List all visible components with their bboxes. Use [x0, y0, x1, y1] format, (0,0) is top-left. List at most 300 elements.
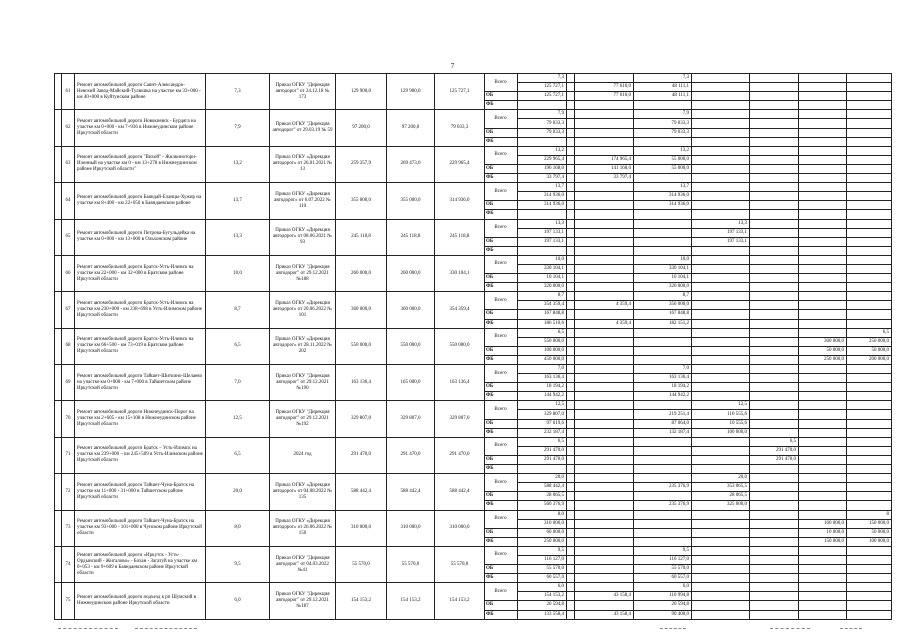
- value-cell: 79 033,3: [634, 119, 692, 128]
- value-cell: [799, 374, 847, 383]
- value-cell: [847, 319, 892, 328]
- value-cell: [750, 292, 799, 301]
- value-cell: [847, 219, 892, 228]
- row-number: 71: [62, 437, 75, 473]
- value-cell: [799, 292, 847, 301]
- value-cell: [847, 201, 892, 210]
- value-cell: [692, 583, 750, 592]
- value-cell: [634, 474, 692, 483]
- value-cell: 8,7: [634, 292, 692, 301]
- value-cell: [575, 210, 634, 219]
- value-cell: [567, 310, 575, 319]
- length-km: 6,0: [206, 583, 270, 619]
- remaining-cost: 310 000,0: [435, 510, 485, 546]
- value-cell: [847, 255, 892, 264]
- row-number: 69: [62, 365, 75, 401]
- value-cell: 33 797,4: [575, 174, 634, 183]
- value-cell: [799, 301, 847, 310]
- value-cell: [692, 164, 750, 173]
- approval-document: Приказ ОГКУ "Дирекция автодорог" от 29.12.2021 №188: [270, 255, 336, 291]
- value-cell: [847, 128, 892, 137]
- value-cell: 13,2: [634, 146, 692, 155]
- value-cell: [575, 146, 634, 155]
- value-cell: [750, 328, 799, 337]
- value-cell: [567, 355, 575, 364]
- table-row: [55, 255, 905, 264]
- value-cell: 79 033,3: [518, 119, 567, 128]
- value-cell: [518, 210, 567, 219]
- value-cell: [799, 219, 847, 228]
- value-cell: [750, 510, 799, 519]
- value-cell: 154 153,2: [518, 592, 567, 601]
- table-row: [55, 474, 905, 483]
- value-cell: [750, 383, 799, 392]
- value-cell: [692, 465, 750, 474]
- object-name: Ремонт автомобильной дороги Петрова-Бугульдейка на участке км 0+000 - км 13+000 в Ольхонском районе: [75, 219, 206, 255]
- value-cell: [567, 101, 575, 110]
- value-cell: [567, 446, 575, 455]
- value-cell: 50 000,0: [847, 346, 892, 355]
- label-fb: ФБ: [485, 501, 518, 510]
- value-cell: [575, 137, 634, 146]
- value-cell: [847, 446, 892, 455]
- value-cell: [575, 192, 634, 201]
- value-cell: [692, 546, 750, 555]
- value-cell: [799, 465, 847, 474]
- value-cell: 4 359,4: [575, 301, 634, 310]
- object-name: Ремонт автомобильной дороги подъезд к рп Шумский в Нижнеудинском районе Иркутской области: [75, 583, 206, 619]
- object-name: Ремонт автомобильной дороги Братск-Усть-Илимск на участке км 230+000 - км 238+698 в Усть-Илимском районе Иркутской области: [75, 292, 206, 328]
- value-cell: [750, 128, 799, 137]
- value-cell: [847, 410, 892, 419]
- value-cell: [799, 474, 847, 483]
- value-cell: [634, 492, 692, 501]
- remaining-cost: 354 359,4: [435, 292, 485, 328]
- value-cell: 125 727,1: [518, 92, 567, 101]
- value-cell: [750, 392, 799, 401]
- value-cell: [575, 110, 634, 119]
- value-cell: [750, 583, 799, 592]
- value-cell: [799, 555, 847, 564]
- value-cell: [567, 319, 575, 328]
- value-cell: 6,0: [518, 583, 567, 592]
- value-cell: [847, 264, 892, 273]
- value-cell: 150 000,0: [847, 519, 892, 528]
- object-name: Ремонт автомобильной дороги "Вихой" - Жилкинотори-Иленный на участке км 0 - км 13+278 в Нижнеудинском районе Иркутской области": [75, 146, 206, 182]
- value-cell: [567, 601, 575, 610]
- value-cell: 116 127,0: [518, 555, 567, 564]
- value-cell: [847, 437, 892, 446]
- value-cell: [750, 192, 799, 201]
- value-cell: [575, 101, 634, 110]
- value-cell: [750, 119, 799, 128]
- value-cell: [692, 119, 750, 128]
- value-cell: [847, 401, 892, 410]
- label-total: Всего: [485, 437, 518, 455]
- value-cell: 4 359,4: [575, 319, 634, 328]
- value-cell: [847, 374, 892, 383]
- value-cell: [575, 201, 634, 210]
- value-cell: [567, 237, 575, 246]
- table-row: [55, 183, 905, 192]
- value-cell: 314 936,0: [634, 201, 692, 210]
- value-cell: [847, 174, 892, 183]
- value-cell: [692, 355, 750, 364]
- approval-document: Приказ ОГКУ «Дирекция автодорог» от 20.06.2022 № 101: [270, 292, 336, 328]
- value-cell: [567, 337, 575, 346]
- length-km: 10,0: [206, 255, 270, 291]
- spacer-cell: [55, 292, 62, 328]
- spacer-cell: [55, 437, 62, 473]
- value-cell: [750, 419, 799, 428]
- value-cell: [847, 465, 892, 474]
- value-cell: [575, 446, 634, 455]
- label-fb: ФБ: [485, 101, 518, 110]
- estimate-cost: 588 442,4: [336, 474, 387, 510]
- value-cell: 186 510,6: [518, 319, 567, 328]
- label-total: Всего: [485, 255, 518, 273]
- value-cell: [847, 555, 892, 564]
- length-km: 13,2: [206, 146, 270, 182]
- value-cell: 320 000,0: [634, 283, 692, 292]
- label-ob: ОБ: [485, 92, 518, 101]
- value-cell: [575, 310, 634, 319]
- value-cell: 310 000,0: [518, 519, 567, 528]
- value-cell: [750, 474, 799, 483]
- estimate-cost: 291 470,0: [336, 437, 387, 473]
- estimate-cost: 55 570,0: [336, 546, 387, 582]
- label-total: Всего: [485, 474, 518, 492]
- value-cell: [575, 246, 634, 255]
- table-row: [55, 510, 905, 519]
- value-cell: [567, 283, 575, 292]
- value-cell: [567, 155, 575, 164]
- label-fb: ФБ: [485, 319, 518, 328]
- value-cell: [847, 237, 892, 246]
- table-row: [55, 146, 905, 155]
- value-cell: [750, 237, 799, 246]
- value-cell: 250 000,0: [799, 355, 847, 364]
- value-cell: [799, 283, 847, 292]
- label-total: Всего: [485, 510, 518, 528]
- value-cell: 10,0: [634, 255, 692, 264]
- value-cell: [567, 110, 575, 119]
- value-cell: [567, 292, 575, 301]
- value-cell: 43 158,4: [575, 592, 634, 601]
- value-cell: [567, 401, 575, 410]
- value-cell: [575, 128, 634, 137]
- spacer-cell: [55, 146, 62, 182]
- value-cell: [750, 565, 799, 574]
- value-cell: [692, 510, 750, 519]
- value-cell: [799, 492, 847, 501]
- value-cell: [692, 310, 750, 319]
- value-cell: [750, 365, 799, 374]
- approval-document: Приказ ОГКУ "Дирекция автодорог" от 29.12.2021 №187: [270, 583, 336, 619]
- value-cell: 10 555,6: [692, 419, 750, 428]
- value-cell: [567, 174, 575, 183]
- approval-document: Приказ ОГКУ «Дирекция автодорог» от 26.06.2022 № 150: [270, 510, 336, 546]
- value-cell: [692, 610, 750, 619]
- value-cell: [750, 592, 799, 601]
- estimate-cost: 154 153,2: [336, 583, 387, 619]
- value-cell: [847, 592, 892, 601]
- limit-cost: 588 442,4: [387, 474, 435, 510]
- value-cell: [575, 555, 634, 564]
- label-total: Всего: [485, 546, 518, 564]
- spacer-cell: [55, 583, 62, 619]
- spacer-cell: [55, 328, 62, 364]
- estimate-cost: 310 000,0: [336, 510, 387, 546]
- value-cell: [750, 528, 799, 537]
- value-cell: [567, 419, 575, 428]
- length-km: 6,5: [206, 437, 270, 473]
- value-cell: 13,2: [518, 146, 567, 155]
- value-cell: [575, 583, 634, 592]
- value-cell: [634, 137, 692, 146]
- value-cell: [847, 92, 892, 101]
- value-cell: [634, 455, 692, 464]
- value-cell: [634, 528, 692, 537]
- label-ob: ОБ: [485, 274, 518, 283]
- length-km: 7,0: [206, 365, 270, 401]
- value-cell: 7,3: [634, 74, 692, 83]
- limit-cost: 260 000,0: [387, 255, 435, 291]
- spacer-cell: [55, 255, 62, 291]
- value-cell: [575, 401, 634, 410]
- length-km: 13,3: [206, 219, 270, 255]
- value-cell: 150 000,0: [799, 537, 847, 546]
- table-row: [55, 365, 905, 374]
- value-cell: [692, 174, 750, 183]
- value-cell: 10 104,1: [518, 274, 567, 283]
- length-km: 6,5: [206, 328, 270, 364]
- value-cell: [575, 519, 634, 528]
- value-cell: [799, 110, 847, 119]
- value-cell: [799, 610, 847, 619]
- value-cell: [567, 83, 575, 92]
- spacer-cell: [55, 110, 62, 146]
- spacer-cell: [55, 546, 62, 582]
- value-cell: [847, 183, 892, 192]
- value-cell: 197 133,1: [518, 228, 567, 237]
- value-cell: 33 797,4: [518, 174, 567, 183]
- value-cell: [575, 255, 634, 264]
- approval-document: Приказ ОГКУ «Дирекция автодорог» от 08.06.2021 № 93: [270, 219, 336, 255]
- remaining-cost: 229 965,4: [435, 146, 485, 182]
- value-cell: [799, 419, 847, 428]
- value-cell: [567, 246, 575, 255]
- dashed-mark: [58, 628, 118, 629]
- value-cell: [692, 110, 750, 119]
- value-cell: [692, 346, 750, 355]
- value-cell: [575, 510, 634, 519]
- value-cell: [692, 319, 750, 328]
- value-cell: [799, 383, 847, 392]
- value-cell: [575, 465, 634, 474]
- value-cell: [575, 546, 634, 555]
- value-cell: [575, 410, 634, 419]
- value-cell: [575, 292, 634, 301]
- label-total: Всего: [485, 365, 518, 383]
- value-cell: 28 065,5: [692, 492, 750, 501]
- row-number: 66: [62, 255, 75, 291]
- object-name: Ремонт автомобильной дороги Братск-Усть-Илимск на участке км 66+500 - км 73+019 в Братском районе Иркутской области: [75, 328, 206, 364]
- value-cell: 219 251,4: [634, 410, 692, 419]
- value-cell: 588 442,4: [518, 483, 567, 492]
- value-cell: 10 104,1: [634, 274, 692, 283]
- label-fb: ФБ: [485, 392, 518, 401]
- value-cell: [634, 237, 692, 246]
- value-cell: 235 376,9: [634, 501, 692, 510]
- value-cell: [518, 101, 567, 110]
- value-cell: [575, 374, 634, 383]
- value-cell: 6,5: [847, 328, 892, 337]
- value-cell: [692, 92, 750, 101]
- remaining-cost: 329 807,0: [435, 401, 485, 437]
- value-cell: 291 470,0: [518, 455, 567, 464]
- spacer-cell: [55, 474, 62, 510]
- value-cell: 48 111,1: [634, 92, 692, 101]
- label-fb: ФБ: [485, 537, 518, 546]
- value-cell: 8: [847, 510, 892, 519]
- estimate-cost: 163 136,4: [336, 365, 387, 401]
- value-cell: [567, 510, 575, 519]
- value-cell: 325 000,0: [692, 501, 750, 510]
- value-cell: 100 000,0: [847, 537, 892, 546]
- value-cell: [692, 83, 750, 92]
- label-total: Всего: [485, 328, 518, 346]
- value-cell: [692, 301, 750, 310]
- value-cell: 110 555,6: [692, 410, 750, 419]
- value-cell: 330 104,1: [518, 264, 567, 273]
- value-cell: [567, 192, 575, 201]
- value-cell: 50 000,0: [799, 346, 847, 355]
- value-cell: 20 594,8: [518, 601, 567, 610]
- value-cell: [799, 365, 847, 374]
- approval-document: Приказ ОГКУ «Дирекция автодорог» от 6.07.2022 № 110: [270, 183, 336, 219]
- value-cell: [750, 101, 799, 110]
- value-cell: [567, 383, 575, 392]
- value-cell: [847, 83, 892, 92]
- value-cell: 60 557,0: [518, 574, 567, 583]
- value-cell: [847, 137, 892, 146]
- approval-document: Приказ ОГКУ "Дирекция автодорог" от 29.03.19 № 59: [270, 110, 336, 146]
- value-cell: [799, 264, 847, 273]
- value-cell: [750, 492, 799, 501]
- value-cell: [575, 337, 634, 346]
- table-row: [55, 74, 905, 83]
- table-row: [55, 328, 905, 337]
- table-row: [55, 546, 905, 555]
- spacer-cell: [55, 183, 62, 219]
- value-cell: [692, 128, 750, 137]
- value-cell: [750, 183, 799, 192]
- value-cell: [567, 555, 575, 564]
- value-cell: 550 000,0: [518, 337, 567, 346]
- value-cell: [518, 137, 567, 146]
- value-cell: [847, 483, 892, 492]
- limit-cost: 165 000,0: [387, 365, 435, 401]
- value-cell: [692, 201, 750, 210]
- label-fb: ФБ: [485, 355, 518, 364]
- label-fb: ФБ: [485, 610, 518, 619]
- value-cell: [575, 365, 634, 374]
- value-cell: [692, 565, 750, 574]
- value-cell: [847, 192, 892, 201]
- value-cell: [750, 146, 799, 155]
- object-name: Ремонт автомобильной дороги Баяндай-Еланцы-Хужир на участке км 8+400 - км 22+050 в Баяндаевском районе: [75, 183, 206, 219]
- value-cell: [567, 546, 575, 555]
- value-cell: 167 848,8: [518, 310, 567, 319]
- value-cell: 12,5: [518, 401, 567, 410]
- value-cell: [692, 101, 750, 110]
- value-cell: 6,5: [518, 437, 567, 446]
- spacer-cell: [55, 219, 62, 255]
- value-cell: [634, 401, 692, 410]
- value-cell: [567, 519, 575, 528]
- value-cell: [750, 355, 799, 364]
- value-cell: [847, 610, 892, 619]
- label-ob: ОБ: [485, 310, 518, 319]
- value-cell: [799, 510, 847, 519]
- value-cell: [575, 528, 634, 537]
- value-cell: [847, 146, 892, 155]
- value-cell: [575, 237, 634, 246]
- row-number: 70: [62, 401, 75, 437]
- value-cell: 320 000,0: [518, 283, 567, 292]
- approval-document: Приказ ОГКУ «Дирекция автодорог» от 04.08.2022 № 135: [270, 474, 336, 510]
- value-cell: 20,0: [692, 474, 750, 483]
- value-cell: 174 965,4: [575, 155, 634, 164]
- value-cell: [575, 228, 634, 237]
- value-cell: [750, 74, 799, 83]
- value-cell: [799, 546, 847, 555]
- value-cell: 133 558,4: [518, 610, 567, 619]
- value-cell: [847, 419, 892, 428]
- limit-cost: 310 000,0: [387, 510, 435, 546]
- value-cell: [575, 419, 634, 428]
- value-cell: [799, 328, 847, 337]
- value-cell: [634, 519, 692, 528]
- value-cell: [799, 392, 847, 401]
- length-km: 12,5: [206, 401, 270, 437]
- value-cell: [567, 574, 575, 583]
- value-cell: 50 000,0: [847, 528, 892, 537]
- object-name: Ремонт автомобильной дороги Саянт-Александро-Невский Завод-Майский-Тулюшка на участке км 33+000 - км 40+000 в Куйтунском районе: [75, 74, 206, 110]
- value-cell: [799, 583, 847, 592]
- value-cell: [750, 110, 799, 119]
- value-cell: 110 994,8: [634, 592, 692, 601]
- value-cell: 20,0: [518, 474, 567, 483]
- remaining-cost: 125 727,1: [435, 74, 485, 110]
- label-fb: ФБ: [485, 465, 518, 474]
- spacer-cell: [55, 510, 62, 546]
- value-cell: [692, 537, 750, 546]
- value-cell: 314 936,0: [634, 192, 692, 201]
- dashed-mark: [660, 628, 686, 629]
- value-cell: 330 104,1: [634, 264, 692, 273]
- length-km: 9,5: [206, 546, 270, 582]
- value-cell: [575, 392, 634, 401]
- value-cell: [692, 274, 750, 283]
- value-cell: [847, 228, 892, 237]
- object-name: Ремонт автомобильной дороги Новокиевск - Бурдяга на участке км 0+000 - км 7+936 в Нижнеудинском районе Иркутской области: [75, 110, 206, 146]
- spacer-cell: [55, 401, 62, 437]
- value-cell: 20 594,8: [634, 601, 692, 610]
- value-cell: 7,0: [634, 365, 692, 374]
- value-cell: [847, 246, 892, 255]
